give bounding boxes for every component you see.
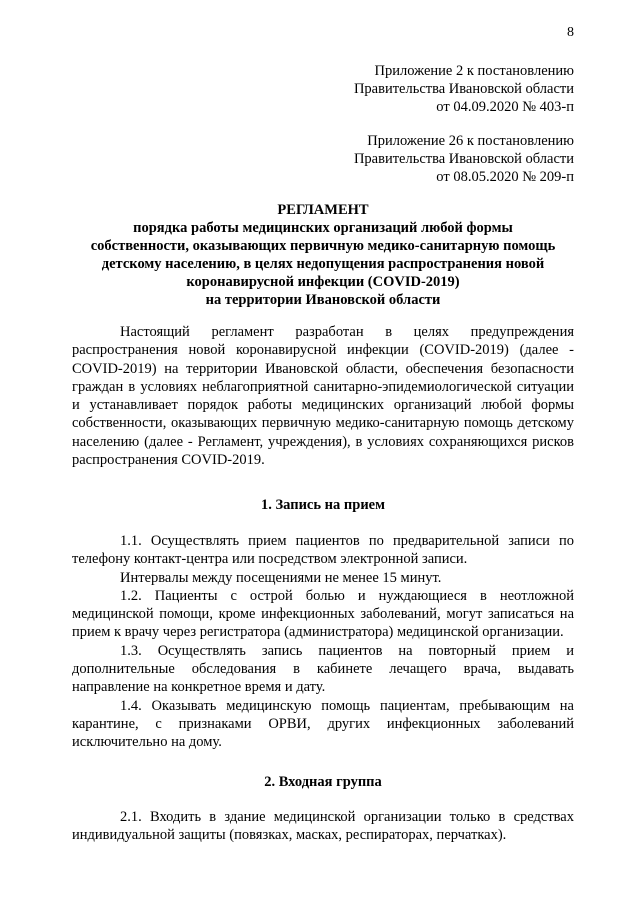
section-2-heading: 2. Входная группа <box>264 774 382 790</box>
section-1-body <box>72 532 574 752</box>
annex-1-line-3: от 04.09.2020 № 403-п <box>436 99 574 115</box>
document-title <box>72 201 574 309</box>
title-line-5: на территории Ивановской области <box>205 292 441 308</box>
paragraph-2-1: 2.1. Входить в здание медицинской организации только в средствах индивидуальной защиты (повязках, масках, респираторах, перчатках). <box>72 809 574 844</box>
section-2-body <box>72 808 574 845</box>
annex-2-line-2: Правительства Ивановской области <box>353 151 574 167</box>
page-number: 8 <box>567 25 574 40</box>
title-heading: РЕГЛАМЕНТ <box>277 202 369 218</box>
paragraph-1-3: 1.3. Осуществлять запись пациентов на повторный прием и дополнительные обследования в кабинете лечащего врача, выдавать направление на конкретное время и дату. <box>72 642 574 696</box>
annex-2-line-1: Приложение 26 к постановлению <box>367 133 574 149</box>
intro-paragraph: Настоящий регламент разработан в целях предупреждения распространения новой коронавирусной инфекции (COVID-2019) (далее - COVID-2019) на территории Ивановской области, обеспечения безопасности граждан в условиях неблагоприятной санитарно-эпидемиологической ситуации и устанавливает порядок работы медицинских организаций любой формы собственности, оказывающих первичную медико-санитарную помощь детскому населению (далее - Регламент, учреждения), в условиях сохраняющихся рисков распространения COVID-2019. <box>72 324 574 469</box>
annex-1-line-1: Приложение 2 к постановлению <box>374 63 574 79</box>
paragraph-1-4: 1.4. Оказывать медицинскую помощь пациентам, пребывающим на карантине, с признаками ОРВИ, других инфекционных заболеваний исключительно на дому. <box>72 697 574 751</box>
annex-reference-2 <box>0 132 574 186</box>
title-line-3: детскому населению, в целях недопущения распространения новой <box>101 256 545 272</box>
paragraph-1-2: 1.2. Пациенты с острой болью и нуждающиеся в неотложной медицинской помощи, кроме инфекционных заболеваний, могут записаться на прием к врачу через регистратора (администратора) медицинской организации. <box>72 587 574 641</box>
paragraph-1-1: 1.1. Осуществлять прием пациентов по предварительной записи по телефону контакт-центра или посредством электронной записи. <box>72 533 574 568</box>
annex-reference-1 <box>0 62 574 116</box>
intro-section <box>72 323 574 469</box>
title-line-2: собственности, оказывающих первичную медико-санитарную помощь <box>90 238 556 254</box>
title-line-4: коронавирусной инфекции (COVID-2019) <box>186 274 460 290</box>
annex-1-line-2: Правительства Ивановской области <box>353 81 574 97</box>
annex-2-line-3: от 08.05.2020 № 209-п <box>436 169 574 185</box>
paragraph-intervals: Интервалы между посещениями не менее 15 минут. <box>120 569 442 586</box>
section-1-heading: 1. Запись на прием <box>261 497 385 513</box>
title-line-1: порядка работы медицинских организаций любой формы <box>133 220 513 236</box>
